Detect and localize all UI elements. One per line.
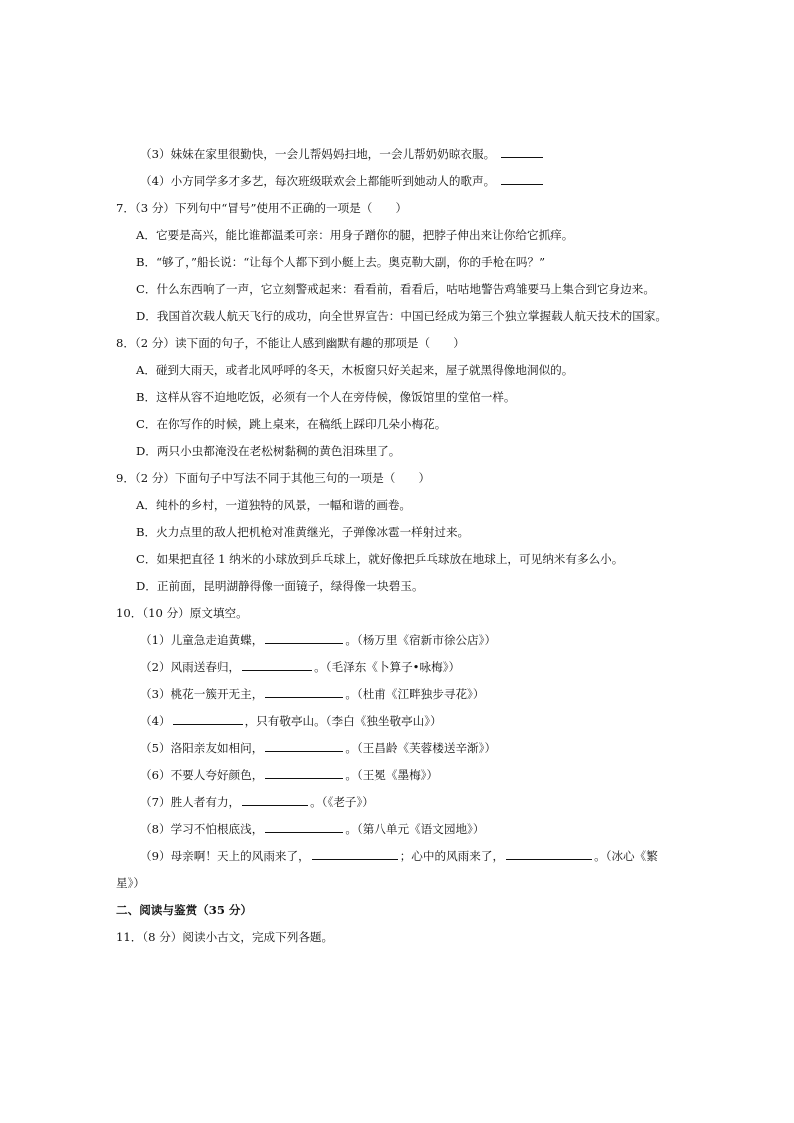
q9-option-d[interactable]: D．正前面，昆明湖静得像一面镜子，绿得像一块碧玉。 — [136, 579, 424, 593]
q7-option-c[interactable]: C．什么东西响了一声，它立刻警戒起来：看看前，看看后，咕咕地警告鸡雏要马上集合到它身边来。 — [136, 282, 655, 296]
q8-option-d[interactable]: D．两只小虫都淹没在老松树黏稠的黄色泪珠里了。 — [136, 444, 401, 458]
fill-blank[interactable] — [265, 767, 343, 779]
q7-option-b[interactable]: B．“够了，”船长说：“让每个人都下到小艇上去。奥克勒大副，你的手枪在吗？” — [136, 255, 546, 269]
q9-stem: 9．（2 分）下面句子中写法不同于其他三句的一项是（ ） — [116, 471, 431, 485]
fill-blank[interactable] — [506, 848, 592, 860]
q8-option-c[interactable]: C．在你写作的时候，跳上桌来，在稿纸上踩印几朵小梅花。 — [136, 417, 447, 431]
q8-stem: 8．（2 分）读下面的句子，不能让人感到幽默有趣的那项是（ ） — [116, 336, 465, 350]
poem-source: 。（毛泽东《卜算子•咏梅》） — [314, 660, 461, 674]
fill-blank[interactable] — [173, 713, 243, 725]
poem-source: 。（第八单元《语文园地》） — [345, 822, 485, 836]
poem-source: 。（杨万里《宿新市徐公店》） — [345, 633, 497, 647]
q10-item-2 — [140, 659, 460, 675]
q7-option-a[interactable]: A．它要是高兴，能比谁都温柔可亲：用身子蹭你的腿，把脖子伸出来让你给它抓痒。 — [136, 228, 574, 242]
q6-item-3-text: （3）妹妹在家里很勤快，一会儿帮妈妈扫地，一会儿帮奶奶晾衣服。 — [140, 147, 496, 161]
q6-item-4 — [140, 173, 545, 189]
q10-item-4 — [140, 713, 442, 729]
poem-line: （4） — [140, 714, 171, 728]
section-heading: 二、阅读与鉴赏（35 分） — [116, 903, 253, 917]
q6-item-3 — [140, 146, 545, 162]
q6-item-4-text: （4）小方同学多才多艺，每次班级联欢会上都能听到她动人的歌声。 — [140, 174, 496, 188]
q8-option-a[interactable]: A．碰到大雨天，或者北风呼呼的冬天，木板窗只好关起来，屋子就黑得像地洞似的。 — [136, 363, 574, 377]
poem-source: ，只有敬亭山。（李白《独坐敬亭山》） — [244, 714, 442, 728]
q7-option-d[interactable]: D．我国首次载人航天飞行的成功，向全世界宣告：中国已经成为第三个独立掌握载人航天技术的国家。 — [136, 309, 668, 323]
fill-blank[interactable] — [242, 659, 312, 671]
poem-source: 。（王冕《墨梅》） — [345, 768, 439, 782]
q10-item-9-cont: 星》） — [116, 876, 145, 890]
q11-stem: 11．（8 分）阅读小古文，完成下列各题。 — [116, 930, 334, 944]
q7-stem: 7．（3 分）下列句中“冒号”使用不正确的一项是（ ） — [116, 201, 408, 215]
q10-item-5 — [140, 740, 496, 756]
answer-blank[interactable] — [501, 146, 543, 158]
fill-blank[interactable] — [265, 686, 343, 698]
q10-item-1 — [140, 632, 496, 648]
q10-item-7 — [140, 794, 374, 810]
poem-source: 。（《老子》） — [310, 795, 374, 809]
poem-source: 。（冰心《繁 — [594, 849, 658, 863]
fill-blank[interactable] — [265, 740, 343, 752]
poem-line: （7）胜人者有力， — [140, 795, 241, 809]
answer-blank[interactable] — [501, 173, 543, 185]
poem-line: （8）学习不怕根底浅， — [140, 822, 264, 836]
fill-blank[interactable] — [265, 632, 343, 644]
q10-item-6 — [140, 767, 438, 783]
poem-line: （2）风雨送春归， — [140, 660, 241, 674]
poem-line: （1）儿童急走追黄蝶， — [140, 633, 264, 647]
poem-line: （5）洛阳亲友如相问， — [140, 741, 264, 755]
poem-source: 。（王昌龄《芙蓉楼送辛渐》） — [345, 741, 497, 755]
q10-item-9 — [140, 848, 658, 864]
poem-line: （6）不要人夸好颜色， — [140, 768, 264, 782]
q9-option-b[interactable]: B．火力点里的敌人把机枪对准黄继光，子弹像冰雹一样射过来。 — [136, 525, 470, 539]
poem-line: ；心中的风雨来了， — [399, 849, 505, 863]
poem-source: 。（杜甫《江畔独步寻花》） — [345, 687, 485, 701]
poem-line: （3）桃花一簇开无主， — [140, 687, 264, 701]
fill-blank[interactable] — [265, 821, 343, 833]
q10-item-8 — [140, 821, 484, 837]
q8-option-b[interactable]: B．这样从容不迫地吃饭，必须有一个人在旁侍候，像饭馆里的堂倌一样。 — [136, 390, 516, 404]
poem-line: （9）母亲啊！天上的风雨来了， — [140, 849, 310, 863]
q10-stem: 10．（10 分）原文填空。 — [116, 606, 248, 620]
q9-option-a[interactable]: A．纯朴的乡村，一道独特的风景，一幅和谐的画卷。 — [136, 498, 412, 512]
fill-blank[interactable] — [312, 848, 398, 860]
q9-option-c[interactable]: C．如果把直径 1 纳米的小球放到乒乓球上，就好像把乒乓球放在地球上，可见纳米有多么小。 — [136, 552, 624, 566]
q10-item-3 — [140, 686, 484, 702]
fill-blank[interactable] — [242, 794, 308, 806]
